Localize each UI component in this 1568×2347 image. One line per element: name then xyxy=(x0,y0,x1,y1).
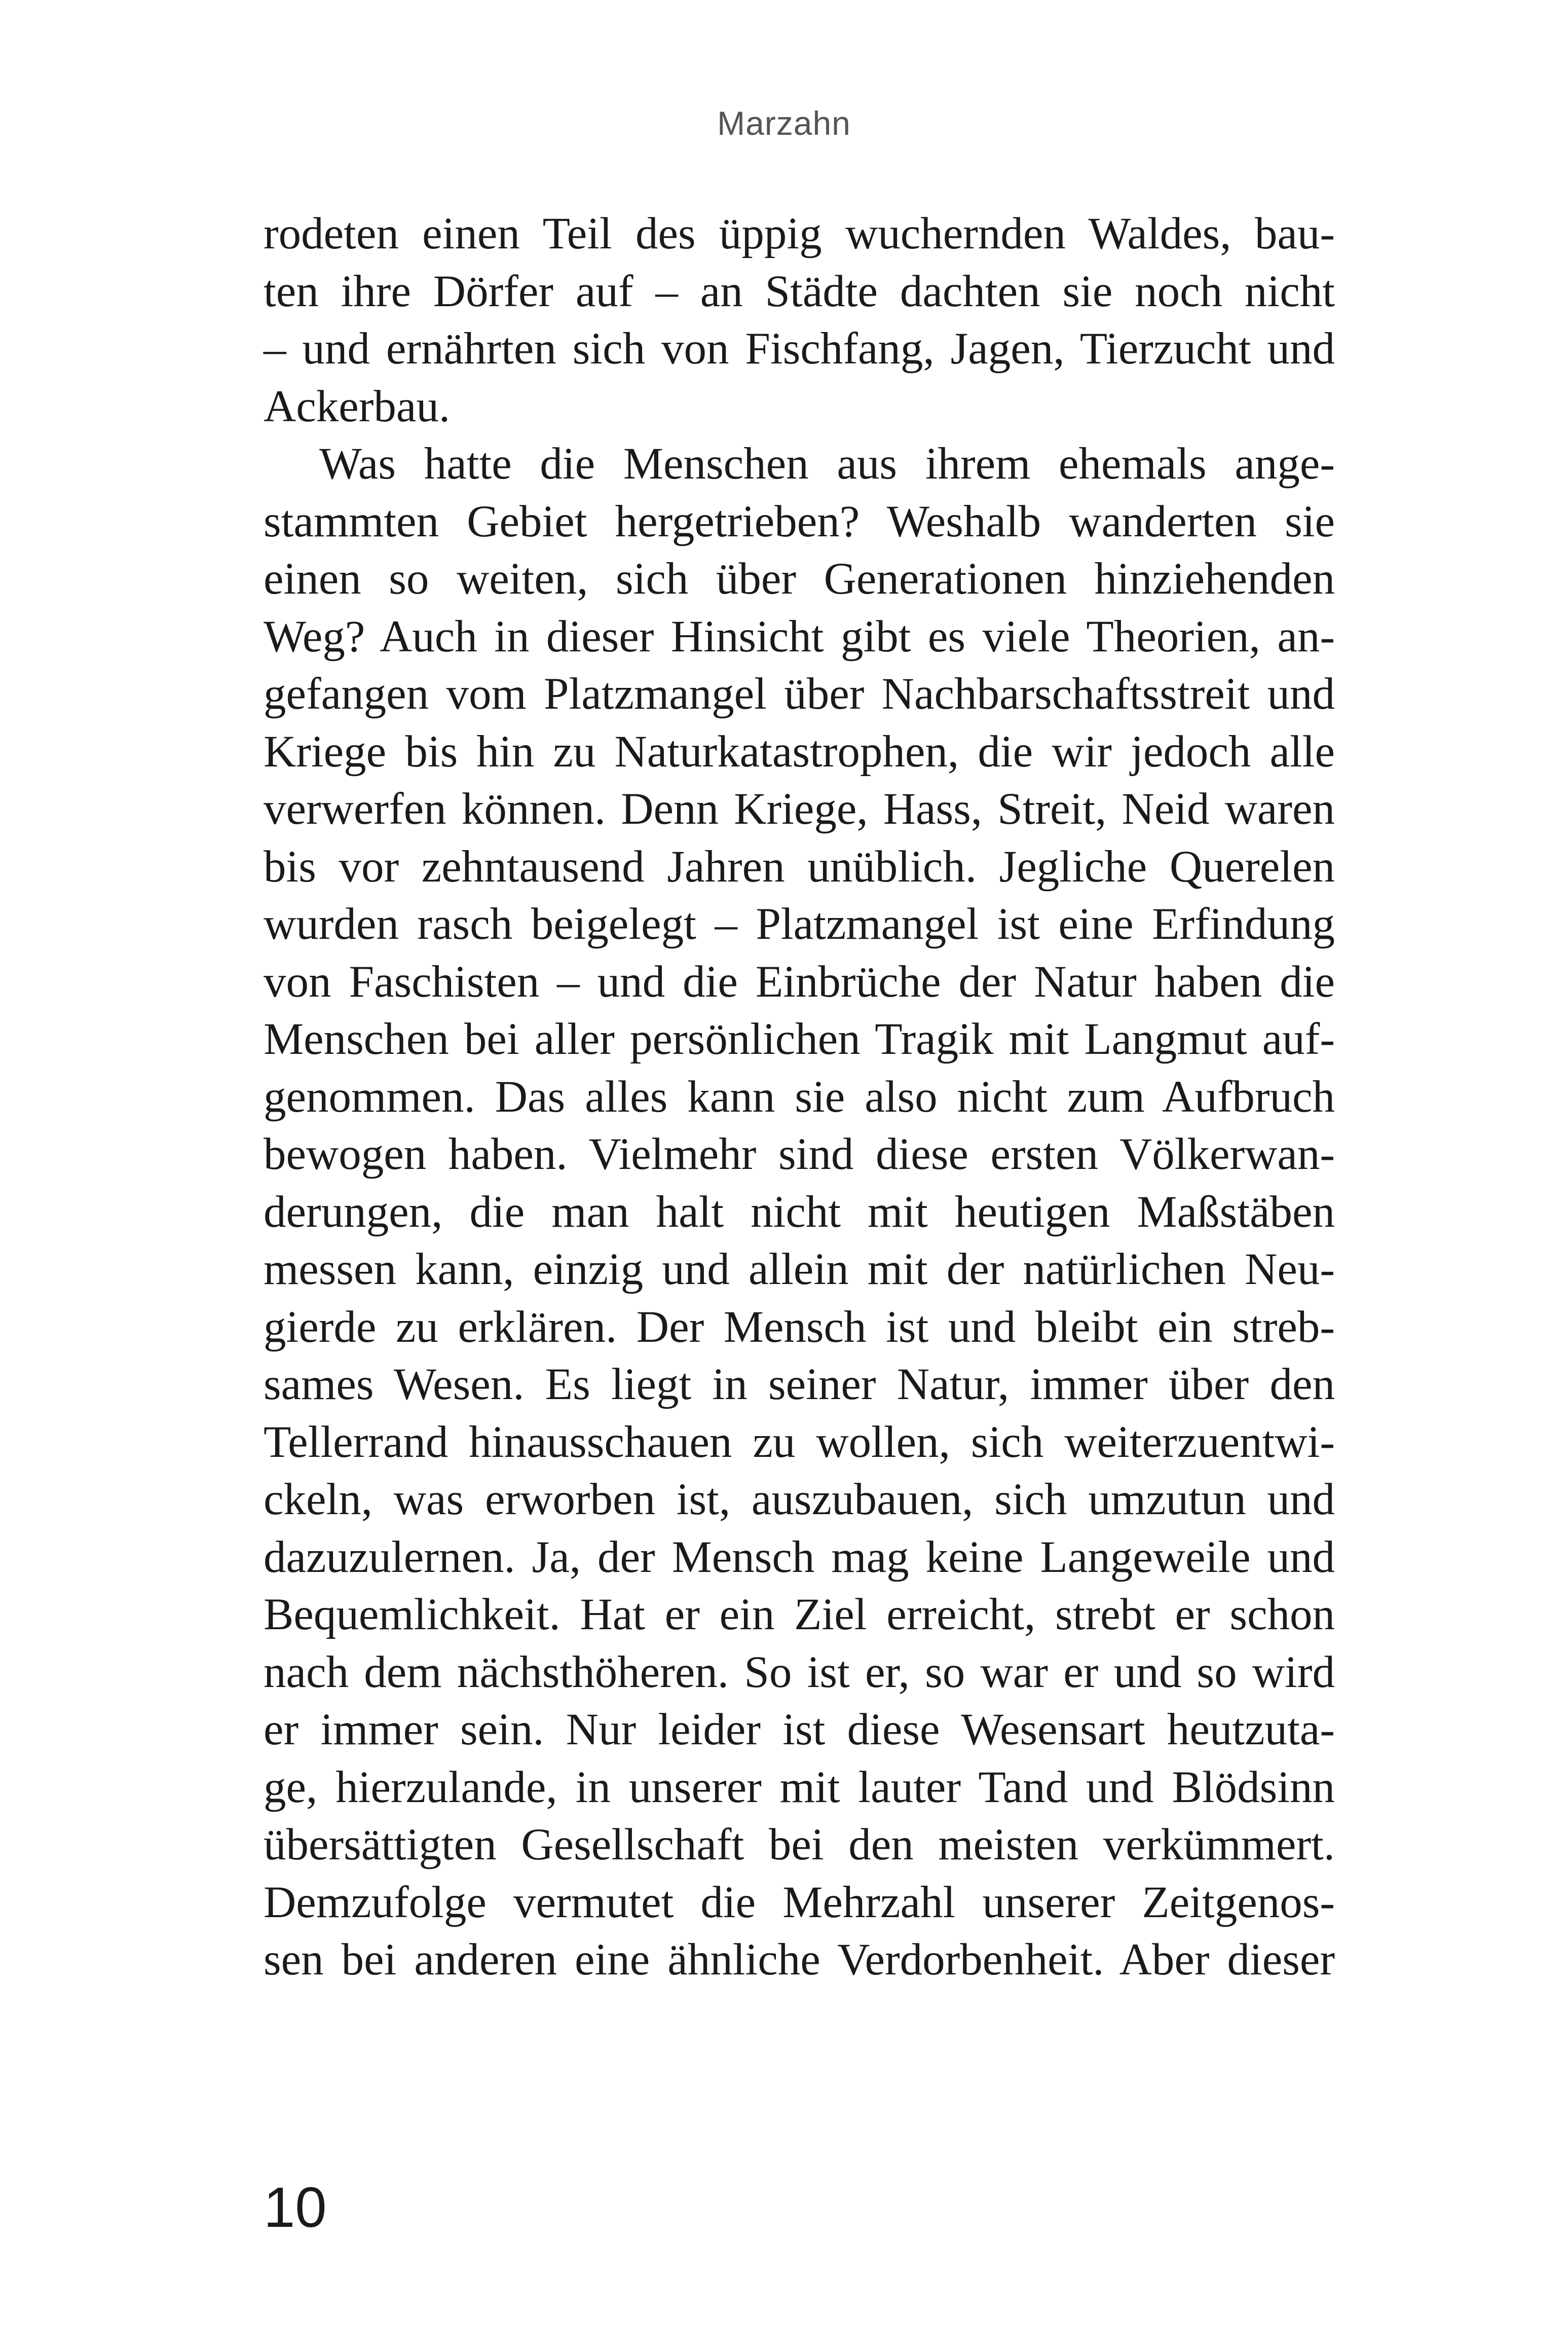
running-head: Marzahn xyxy=(717,104,851,142)
text-line: ckeln, was erworben ist, auszubauen, sich umzutun und xyxy=(264,1475,1335,1524)
text-line: bewogen haben. Vielmehr sind diese ersten Völkerwan- xyxy=(264,1129,1335,1179)
text-line: verwerfen können. Denn Kriege, Hass, Streit, Neid waren xyxy=(264,784,1335,834)
text-line: ge, hierzulande, in unserer mit lauter Tand und Blödsinn xyxy=(264,1762,1335,1812)
text-line: genommen. Das alles kann sie also nicht zum Aufbruch xyxy=(264,1072,1335,1122)
text-line: Bequemlichkeit. Hat er ein Ziel erreicht, strebt er schon xyxy=(264,1590,1335,1639)
text-line: derungen, die man halt nicht mit heutigen Maßstäben xyxy=(264,1187,1335,1237)
text-line: Ackerbau. xyxy=(264,381,451,431)
body-text xyxy=(264,205,1335,1989)
text-line: messen kann, einzig und allein mit der natürlichen Neu- xyxy=(264,1244,1335,1294)
text-line: einen so weiten, sich über Generationen hinziehenden xyxy=(264,554,1335,604)
page-number: 10 xyxy=(264,2176,327,2239)
text-line: sen bei anderen eine ähnliche Verdorbenheit. Aber dieser xyxy=(264,1935,1335,1985)
text-line: wurden rasch beigelegt – Platzmangel ist eine Erfindung xyxy=(264,899,1335,949)
text-line: Tellerrand hinausschauen zu wollen, sich weiterzuentwi- xyxy=(264,1417,1335,1467)
text-line: Kriege bis hin zu Naturkatastrophen, die wir jedoch alle xyxy=(264,726,1335,777)
text-line: von Faschisten – und die Einbrüche der Natur haben die xyxy=(264,957,1335,1007)
text-line: Was hatte die Menschen aus ihrem ehemals ange- xyxy=(319,439,1335,489)
text-line: rodeten einen Teil des üppig wuchernden Waldes, bau- xyxy=(264,209,1335,259)
text-line: stammten Gebiet hergetrieben? Weshalb wanderten sie xyxy=(264,496,1335,546)
text-line: gierde zu erklären. Der Mensch ist und bleibt ein streb- xyxy=(264,1302,1335,1352)
text-line: er immer sein. Nur leider ist diese Wesensart heutzuta- xyxy=(264,1705,1335,1754)
text-line: nach dem nächsthöheren. So ist er, so war er und so wird xyxy=(264,1647,1335,1697)
text-line: bis vor zehntausend Jahren unüblich. Jegliche Querelen xyxy=(264,841,1335,892)
text-line: sames Wesen. Es liegt in seiner Natur, immer über den xyxy=(264,1360,1335,1409)
text-line: Menschen bei aller persönlichen Tragik mit Langmut auf- xyxy=(264,1014,1335,1064)
text-line: – und ernährten sich von Fischfang, Jagen, Tierzucht und xyxy=(264,324,1335,374)
text-line: ten ihre Dörfer auf – an Städte dachten sie noch nicht xyxy=(264,266,1335,316)
text-line: gefangen vom Platzmangel über Nachbarschaftsstreit und xyxy=(264,669,1335,719)
text-line: Weg? Auch in dieser Hinsicht gibt es viele Theorien, an- xyxy=(264,611,1335,662)
text-line: Demzufolge vermutet die Mehrzahl unserer Zeitgenos- xyxy=(264,1877,1335,1927)
paragraph xyxy=(264,205,1335,435)
text-line: dazuzulernen. Ja, der Mensch mag keine Langeweile und xyxy=(264,1532,1335,1582)
paragraph xyxy=(264,435,1335,1989)
text-line: übersättigten Gesellschaft bei den meisten verkümmert. xyxy=(264,1820,1335,1869)
